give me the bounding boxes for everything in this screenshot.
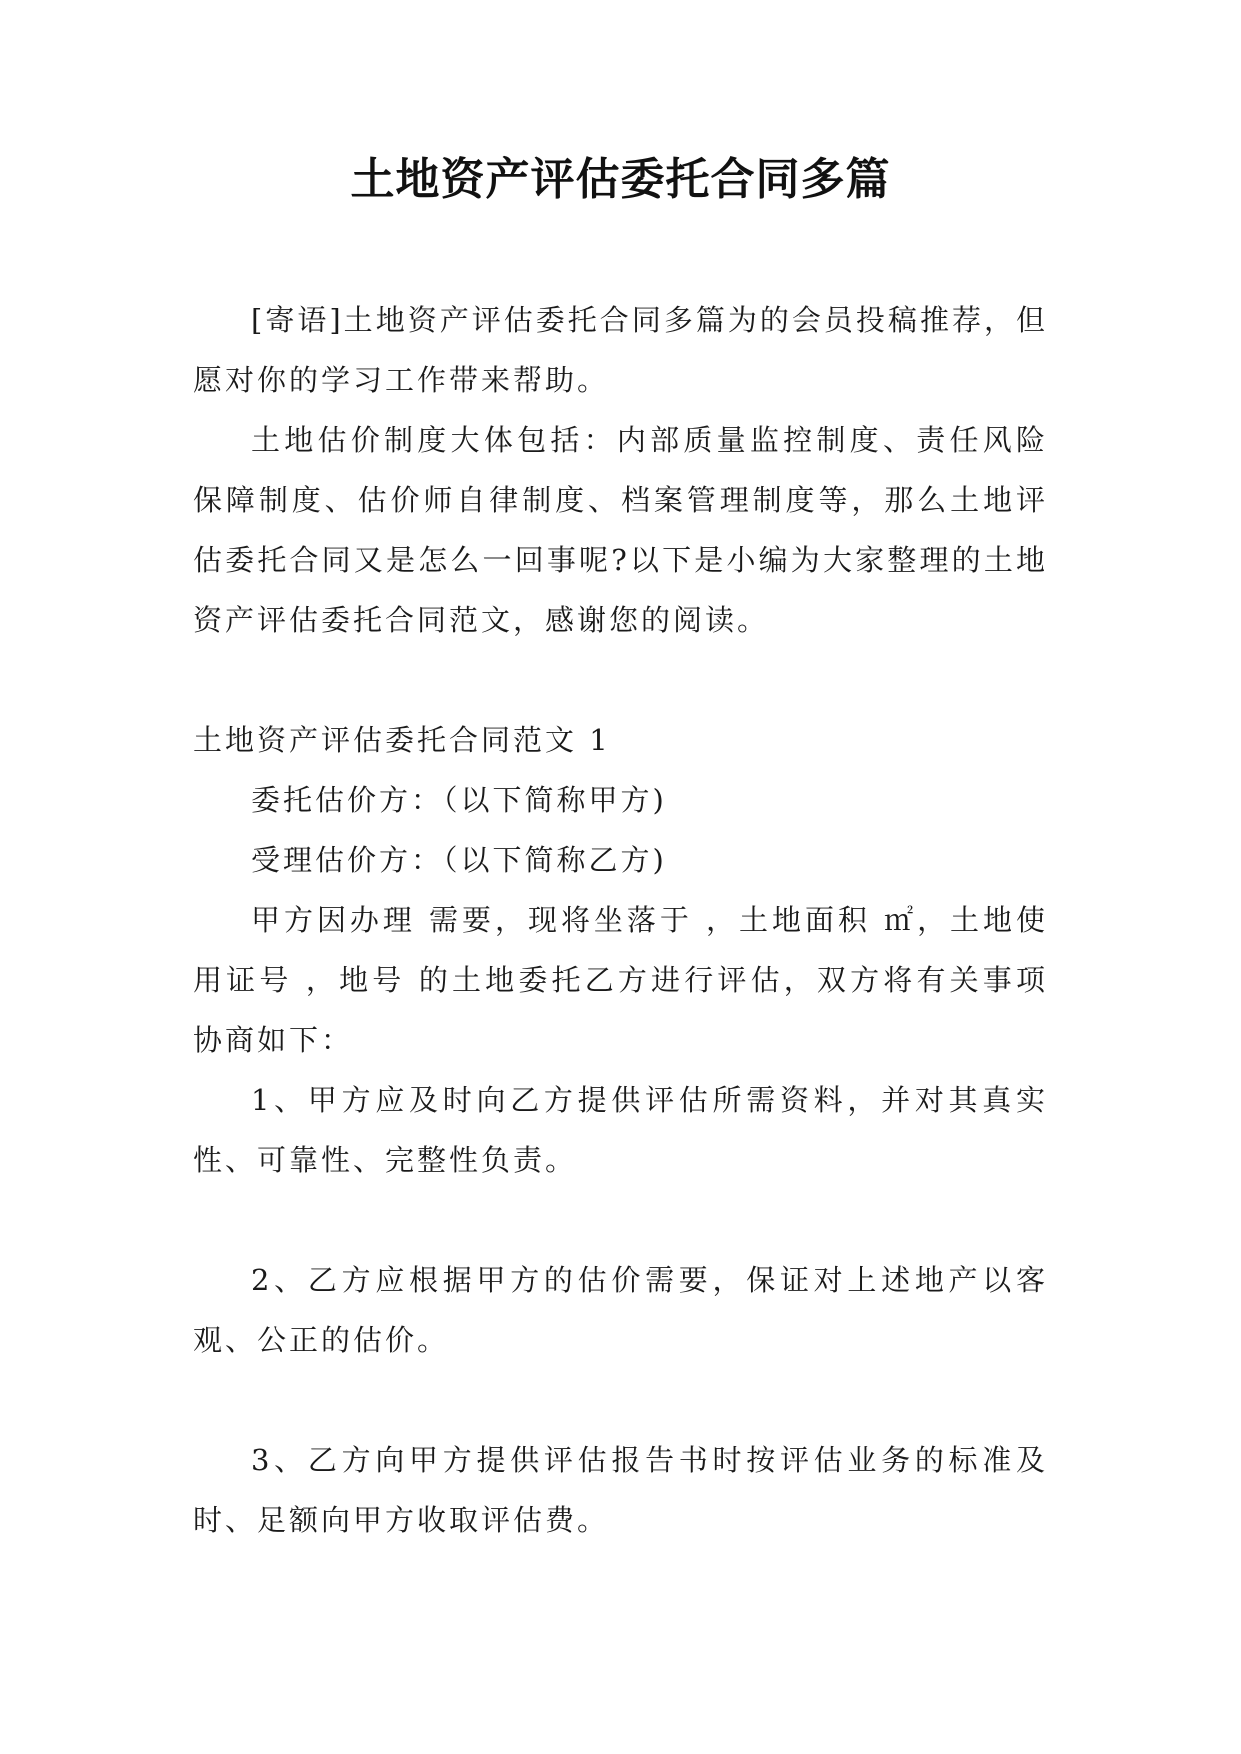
document-title: 土地资产评估委托合同多篇 (350, 154, 891, 205)
party-line: 委托估价方：（以下简称甲方) (251, 783, 667, 817)
section-heading: 土地资产评估委托合同范文 1 (193, 723, 611, 757)
intro-paragraph: 土地估价制度大体包括：内部质量监控制度、责任风险保障制度、估价师自律制度、档案管理制度等，那么土地评估委托合同又是怎么一回事呢?以下是小编为大家整理的土地资产评估委托合同范文，感谢您的阅读。 (193, 423, 1048, 637)
clause-paragraph: 2、乙方应根据甲方的估价需要，保证对上述地产以客观、公正的估价。 (193, 1263, 1048, 1357)
clause-paragraph: 3、乙方向甲方提供评估报告书时按评估业务的标准及时、足额向甲方收取评估费。 (193, 1443, 1048, 1537)
clause-paragraph: 1、甲方应及时向乙方提供评估所需资料，并对其真实性、可靠性、完整性负责。 (193, 1083, 1048, 1177)
preamble-paragraph: 甲方因办理 需要，现将坐落于 ，土地面积 ㎡，土地使用证号 ，地号 的土地委托乙方进行评估，双方将有关事项协商如下： (193, 903, 1048, 1057)
intro-paragraph: [寄语]土地资产评估委托合同多篇为的会员投稿推荐，但愿对你的学习工作带来帮助。 (193, 303, 1048, 397)
party-line: 受理估价方：（以下简称乙方) (251, 843, 667, 877)
document-body (193, 290, 1048, 1550)
